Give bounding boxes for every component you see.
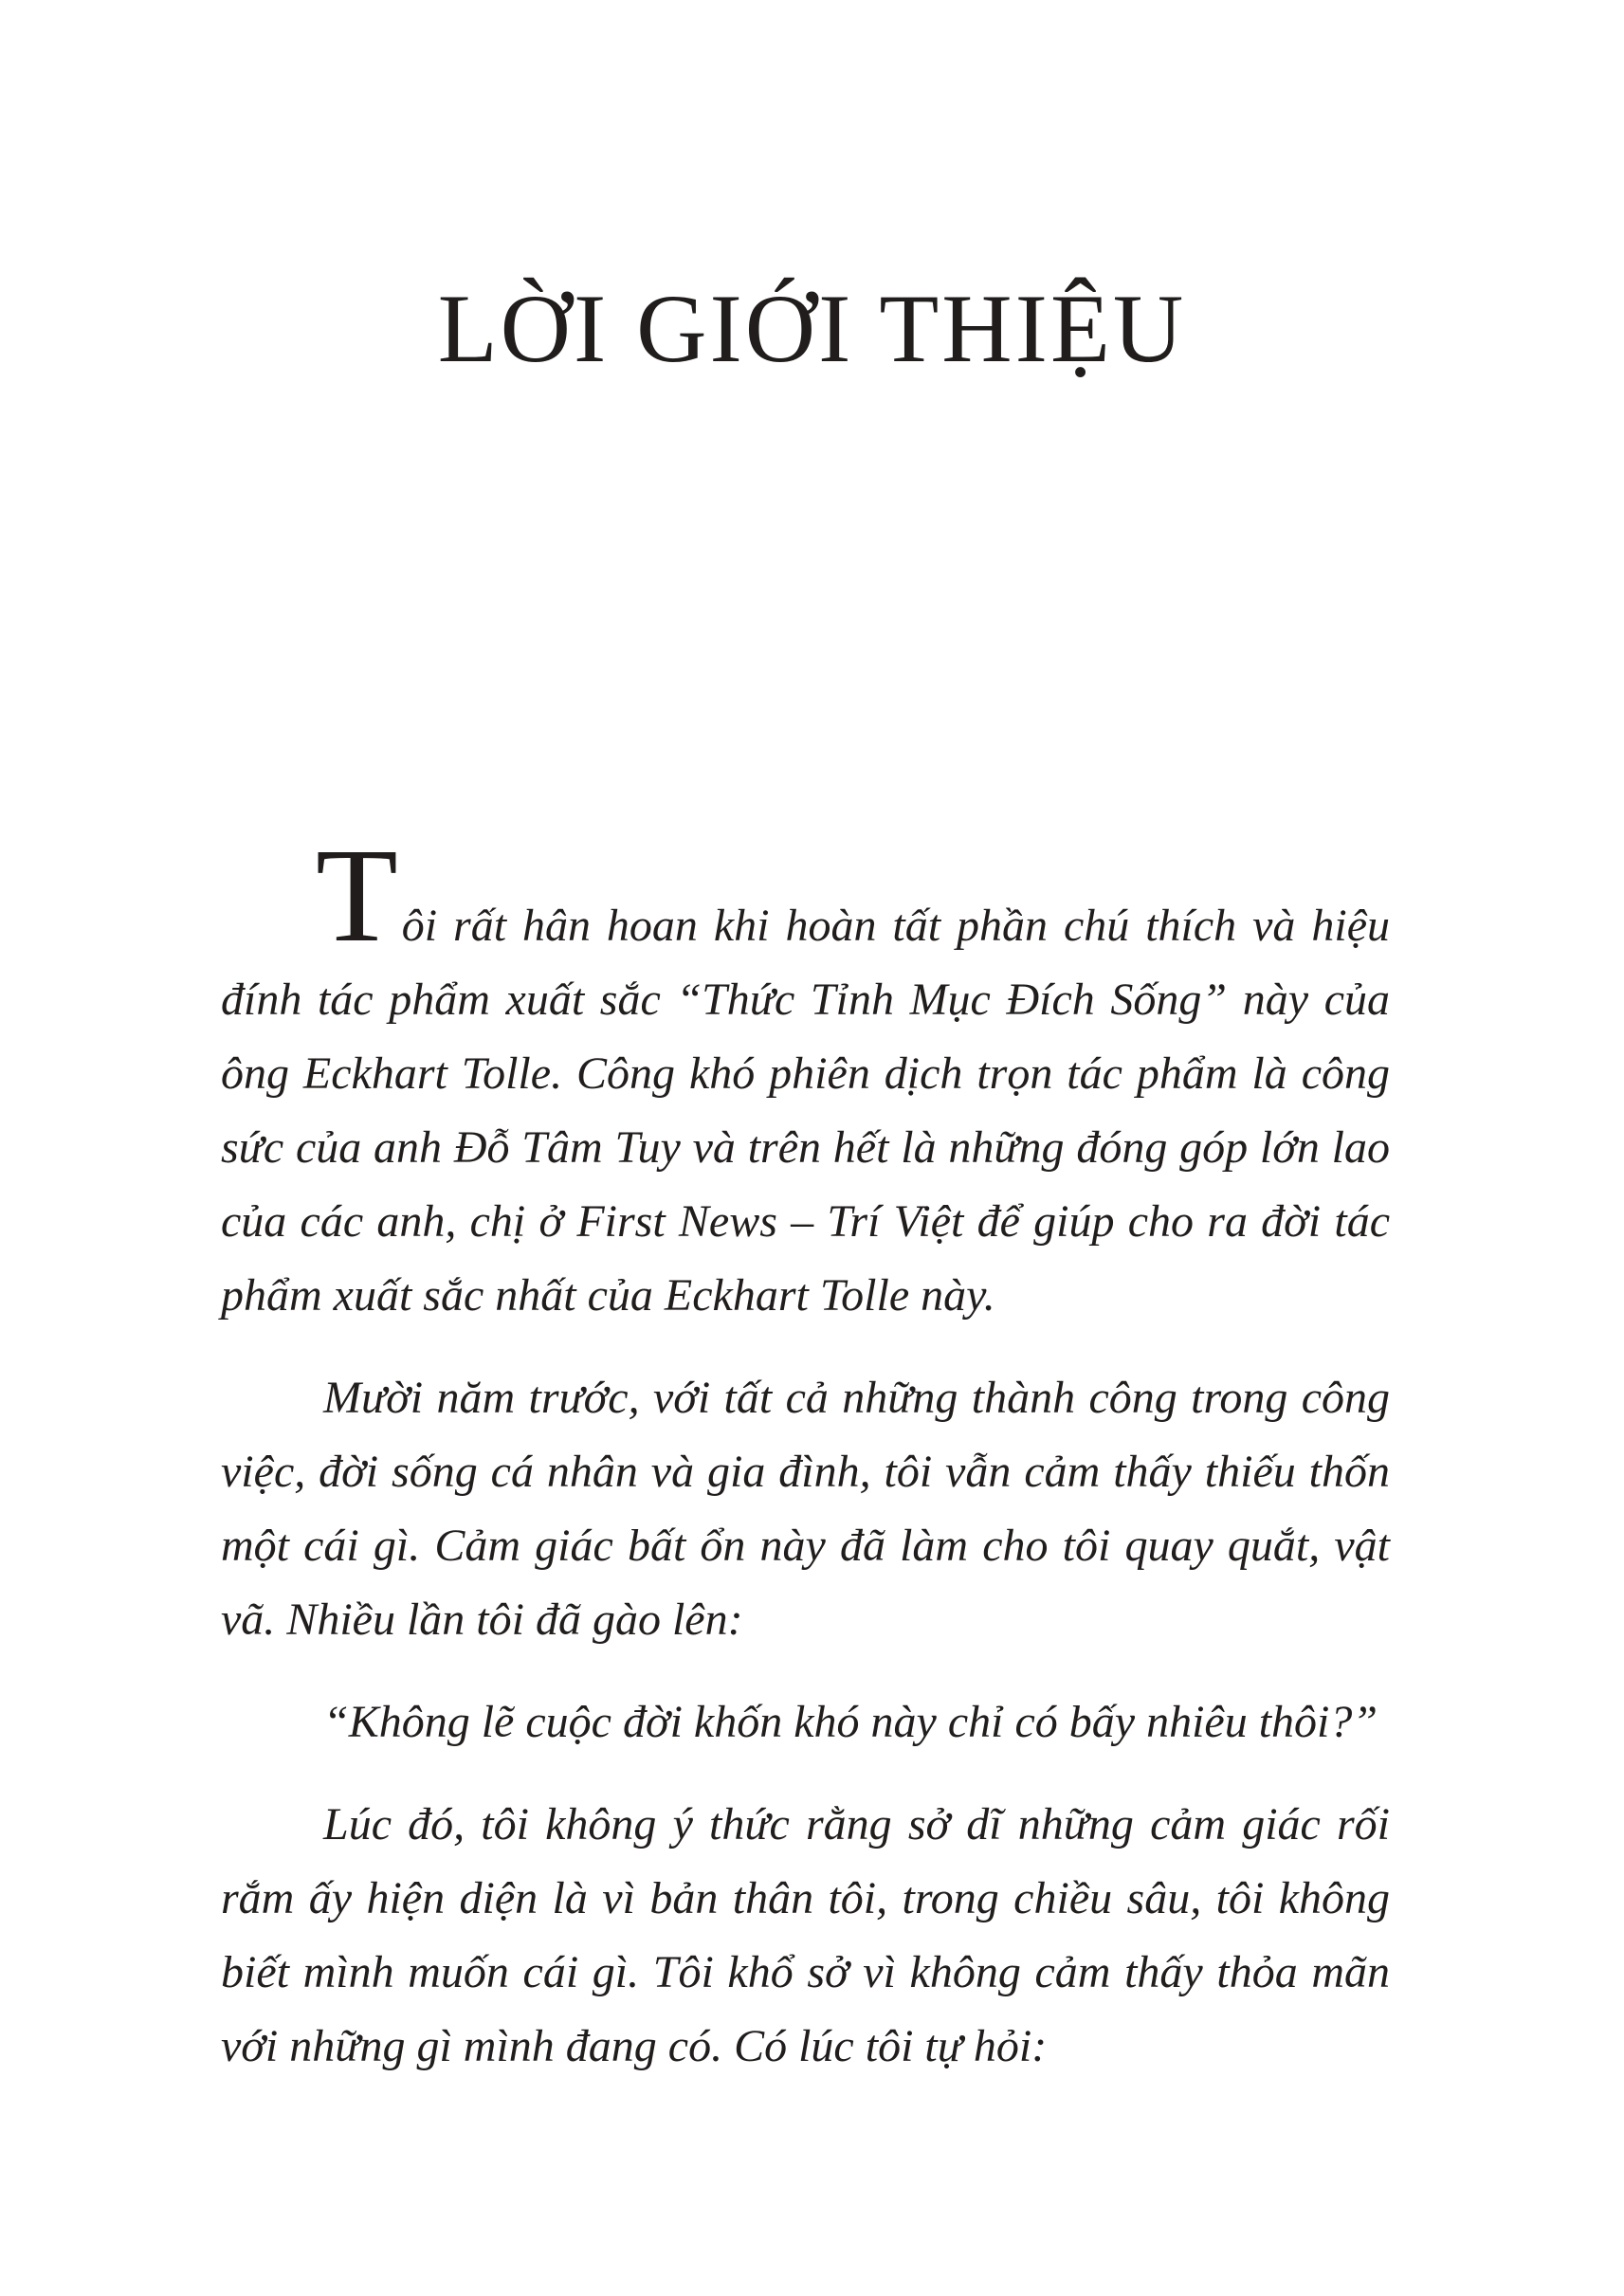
paragraph-3-quote: “Không lẽ cuộc đời khốn khó này chỉ có bấy nhiêu thôi?” (323, 1697, 1378, 1747)
paragraph-1 (221, 820, 1390, 1333)
chapter-title: LỜI GIỚI THIỆU (437, 275, 1187, 383)
paragraph-2: Mười năm trước, với tất cả những thành công trong công việc, đời sống cá nhân và gia đình, tôi vẫn cảm thấy thiếu thốn một cái gì. Cảm giác bất ổn này đã làm cho tôi quay quắt, vật vã. Nhiều lần tôi đã gào lên: (221, 1373, 1390, 1645)
paragraph-4: Lúc đó, tôi không ý thức rằng sở dĩ những cảm giác rối rắm ấy hiện diện là vì bản thân tôi, trong chiều sâu, tôi không biết mình muốn cái gì. Tôi khổ sở vì không cảm thấy thỏa mãn với những gì mình đang có. Có lúc tôi tự hỏi: (221, 1799, 1390, 2071)
body-text (221, 820, 1390, 2112)
drop-cap: T (316, 820, 398, 970)
paragraph-1-text: ôi rất hân hoan khi hoàn tất phần chú thích và hiệu đính tác phẩm xuất sắc “Thức Tỉnh Mục Đích Sống” này của ông Eckhart Tolle. Công khó phiên dịch trọn tác phẩm là công sức của anh Đỗ Tâm Tuy và trên hết là những đóng góp lớn lao của các anh, chị ở First News – Trí Việt để giúp cho ra đời tác phẩm xuất sắc nhất của Eckhart Tolle này. (221, 901, 1390, 1321)
